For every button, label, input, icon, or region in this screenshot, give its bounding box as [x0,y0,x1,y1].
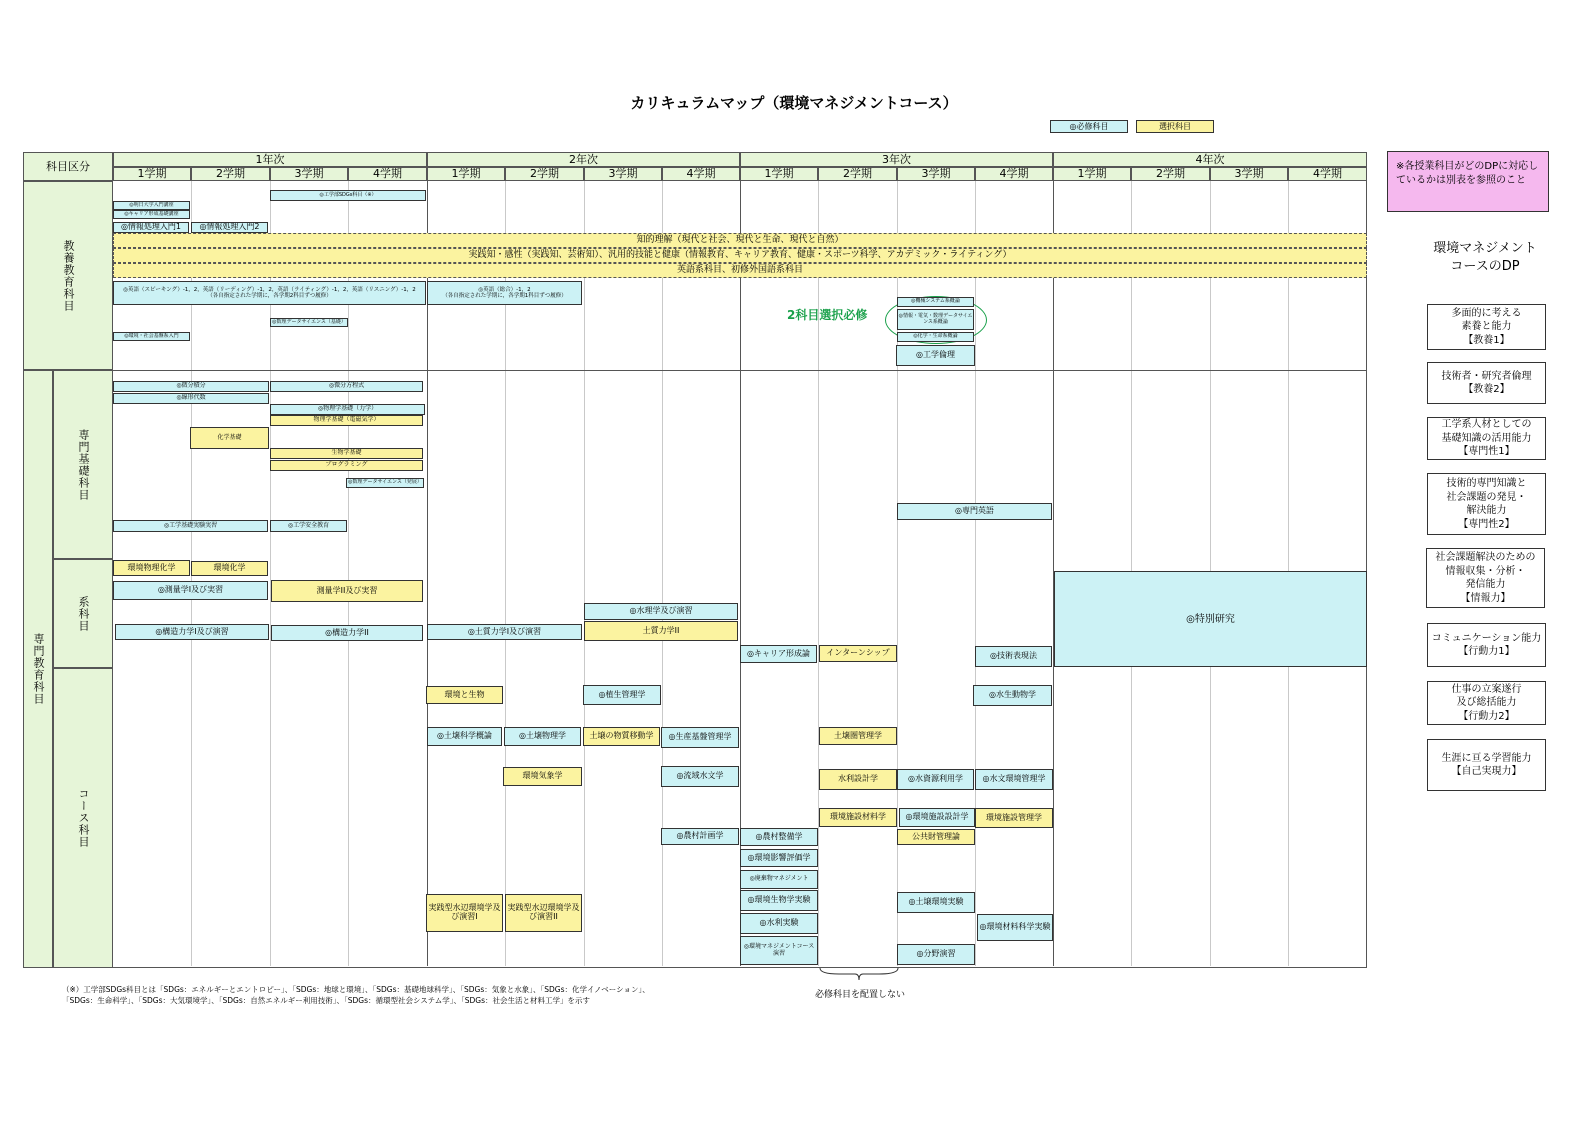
course-box: ◎環境施設設計学 [899,808,975,827]
course-box: ◎環境・社会基盤系入門 [113,332,190,341]
course-box: 環境物理化学 [113,560,190,576]
course-box-english [113,281,426,305]
term-header: 2学期 [1131,167,1210,181]
course-box: ◎キャリア形成基礎講座 [113,210,190,219]
course-box: ◎化学・生命系概論 [897,332,974,342]
general-band-2: 実践知・感性（実践知、芸術知）、汎用的技能と健康（情報教育、キャリア教育、健康・スポーツ科学、アカデミック・ライティング） [113,248,1367,263]
section-major [23,370,53,968]
course-box: ◎数理データサイエンス（基礎） [270,318,348,327]
term-header: 4学期 [662,167,740,181]
term-header: 3学期 [1210,167,1288,181]
course-box: ◎情報処理入門2 [191,222,268,233]
course-box: ◎流域水文学 [661,766,739,787]
select-required-note: 2科目選択必修 [787,308,868,322]
course-box: 環境化学 [191,561,268,576]
course-box: 水利設計学 [819,769,897,790]
dp-item: 社会課題解決のための 情報収集・分析・ 発信能力 【情報力】 [1426,548,1545,608]
course-box: ◎土壌環境実験 [897,892,975,913]
course-box: 環境と生物 [426,686,503,704]
term-header: 4学期 [975,167,1053,181]
legend-elective: 選択科目 [1136,120,1214,133]
page-title: カリキュラムマップ（環境マネジメントコース） [630,94,958,112]
year-3-header: 3年次 [740,152,1053,167]
year-2-header: 2年次 [427,152,740,167]
footnote-line-1: （※）工学部SDGs科目とは「SDGs：エネルギーとエントロピー」、「SDGs：地球と環境」、「SDGs：基礎地球科学」、「SDGs：気象と水象」、「SDGs：化学イノベーション」、 [62,985,650,994]
course-box: ◎水資源利用学 [897,769,974,790]
section-basic-label: 専門基礎科目 [77,428,90,501]
grid-line [584,181,585,966]
course-box: ◎土質力学I及び演習 [427,624,582,640]
course-box: ◎線形代数 [113,393,269,404]
course-box: ◎工学部SDGs科目（※） [270,190,426,201]
course-box-english-general [427,281,582,305]
section-course [53,668,113,968]
dp-title: 環境マネジメント コースのDP [1433,241,1537,275]
course-box: ◎明日大学入門講座 [113,201,190,210]
course-box: ◎土壌科学概論 [427,727,502,746]
course-box-special-research: ◎特別研究 [1054,571,1367,667]
term-header: 1学期 [740,167,818,181]
english-general-note: （各自指定された学期に，各学期1科目ずつ履修） [442,293,567,299]
course-box: 測量学II及び実習 [271,580,423,602]
course-box: ◎環境マネジメントコース演習 [740,936,818,965]
course-box: ◎生産基盤管理学 [661,727,739,748]
course-box: プログラミング [270,460,423,471]
grid-line [975,181,976,966]
course-box: ◎農村計画学 [661,828,739,845]
course-box: ◎水理学及び演習 [584,603,738,620]
course-box: ◎水利実験 [740,913,818,934]
course-box: ◎構造力学II [271,625,423,641]
course-box: ◎植生管理学 [583,685,661,705]
course-box: 土質力学II [584,621,738,641]
section-basic [53,370,113,559]
course-box: ◎情報・電気・数理データサイエンス系概論 [897,309,974,330]
course-box: ◎機械システム系概論 [897,297,974,307]
term-header: 2学期 [818,167,897,181]
legend-required: ◎必修科目 [1050,120,1128,133]
course-box: 環境気象学 [503,767,582,786]
course-box: 環境施設材料学 [819,808,897,827]
course-box: ◎分野演習 [897,944,975,965]
english-course-note: （各自指定された学期に，各学期2科目ずつ履修） [207,293,332,299]
term-header: 3学期 [270,167,348,181]
english-general-name: ◎英語（総合）-1，2 [478,286,531,293]
course-box: 土壌圏管理学 [819,727,897,745]
course-box: ◎微分積分 [113,381,269,392]
course-box: ◎工学安全教育 [270,520,347,532]
grid-line [818,181,819,966]
term-header: 4学期 [1288,167,1367,181]
course-box: 実践型水辺環境学及び演習II [505,894,582,932]
no-required-note: 必修科目を配置しない [814,990,905,1000]
brace-icon [819,966,899,982]
english-course-names: ◎英語（スピーキング）-1，2，英語（リーディング）-1，2，英語（ライティング）-1，2，英語（リスニング）-1，2 [123,286,416,293]
course-box: ◎工学倫理 [896,345,975,366]
course-box: 実践型水辺環境学及び演習I [426,894,503,932]
course-box: ◎土壌物理学 [504,727,581,746]
dp-item: 多面的に考える 素養と能力 【教養1】 [1427,304,1546,350]
section-major-label: 専門教育科目 [32,633,45,705]
term-header: 2学期 [191,167,270,181]
course-box: 物理学基礎（電磁気学） [270,415,423,426]
dp-item: 技術的専門知識と 社会課題の発見・ 解決能力 【専門性2】 [1427,473,1546,535]
term-header: 1学期 [113,167,191,181]
course-box: 生物学基礎 [270,448,423,459]
dp-item: 技術者・研究者倫理 【教養2】 [1427,362,1546,404]
course-box: ◎測量学I及び実習 [113,581,268,600]
section-general [23,181,113,370]
section-general-label: 教養教育科目 [62,239,75,312]
course-box: ◎工学基礎実験実習 [113,520,268,532]
course-box: ◎専門英語 [897,503,1052,520]
general-band-1: 知的理解（現代と社会、現代と生命、現代と自然） [113,233,1367,248]
dp-item: コミュニケーション能力 【行動力1】 [1427,623,1546,667]
footnote-line-2: 「SDGs：生命科学」、「SDGs：大気環境学」、「SDGs：自然エネルギー利用技術」、「SDGs：循環型社会システム学」、「SDGs：社会生活と材料工学」を示す [62,996,591,1005]
course-box: ◎環境生物学実験 [740,890,818,911]
dp-item: 工学系人材としての 基礎知識の活用能力 【専門性1】 [1427,417,1546,460]
term-header: 2学期 [505,167,584,181]
course-box: 公共財管理論 [897,829,975,845]
year-4-header: 4年次 [1053,152,1367,167]
course-box: ◎情報処理入門1 [113,222,189,233]
course-box: 土壌の物質移動学 [583,727,660,746]
course-box: ◎農村整備学 [740,828,818,846]
section-dept [53,559,113,668]
course-box: ◎技術表現法 [975,646,1052,667]
term-header: 4学期 [348,167,427,181]
section-divider [113,370,1367,371]
term-header: 3学期 [897,167,975,181]
section-dept-label: 系科目 [77,595,90,632]
dp-reference-note: ※各授業科目がどのDPに対応しているかは別表を参照のこと [1387,151,1549,212]
term-header: 1学期 [1053,167,1131,181]
course-box: ◎物理学基礎（力学） [270,404,425,415]
section-course-label: コース科目 [77,788,90,848]
grid-line [662,181,663,966]
term-header: 1学期 [427,167,505,181]
course-box: ◎構造力学I及び演習 [115,624,269,640]
course-box: ◎廃棄物マネジメント [740,870,818,889]
course-box: インターンシップ [819,645,897,662]
course-box: ◎キャリア形成論 [740,645,817,663]
dp-item: 生涯に亘る学習能力 【自己実現力】 [1427,739,1546,791]
course-box: 環境施設管理学 [975,808,1053,828]
course-box: ◎水生動物学 [973,685,1052,706]
category-header: 科目区分 [23,152,113,181]
general-band-3: 英語系科目、初修外国語系科目 [113,263,1367,278]
course-box: 化学基礎 [190,427,269,449]
course-box: ◎環境材料科学実験 [977,914,1053,941]
course-box: ◎微分方程式 [270,381,423,392]
course-box: ◎水文環境管理学 [975,769,1053,790]
term-header: 3学期 [584,167,662,181]
course-box: ◎数理データサイエンス（発展） [346,478,424,488]
dp-item: 仕事の立案遂行 及び総括能力 【行動力2】 [1427,681,1546,725]
year-1-header: 1年次 [113,152,427,167]
course-box: ◎環境影響評価学 [740,849,818,867]
